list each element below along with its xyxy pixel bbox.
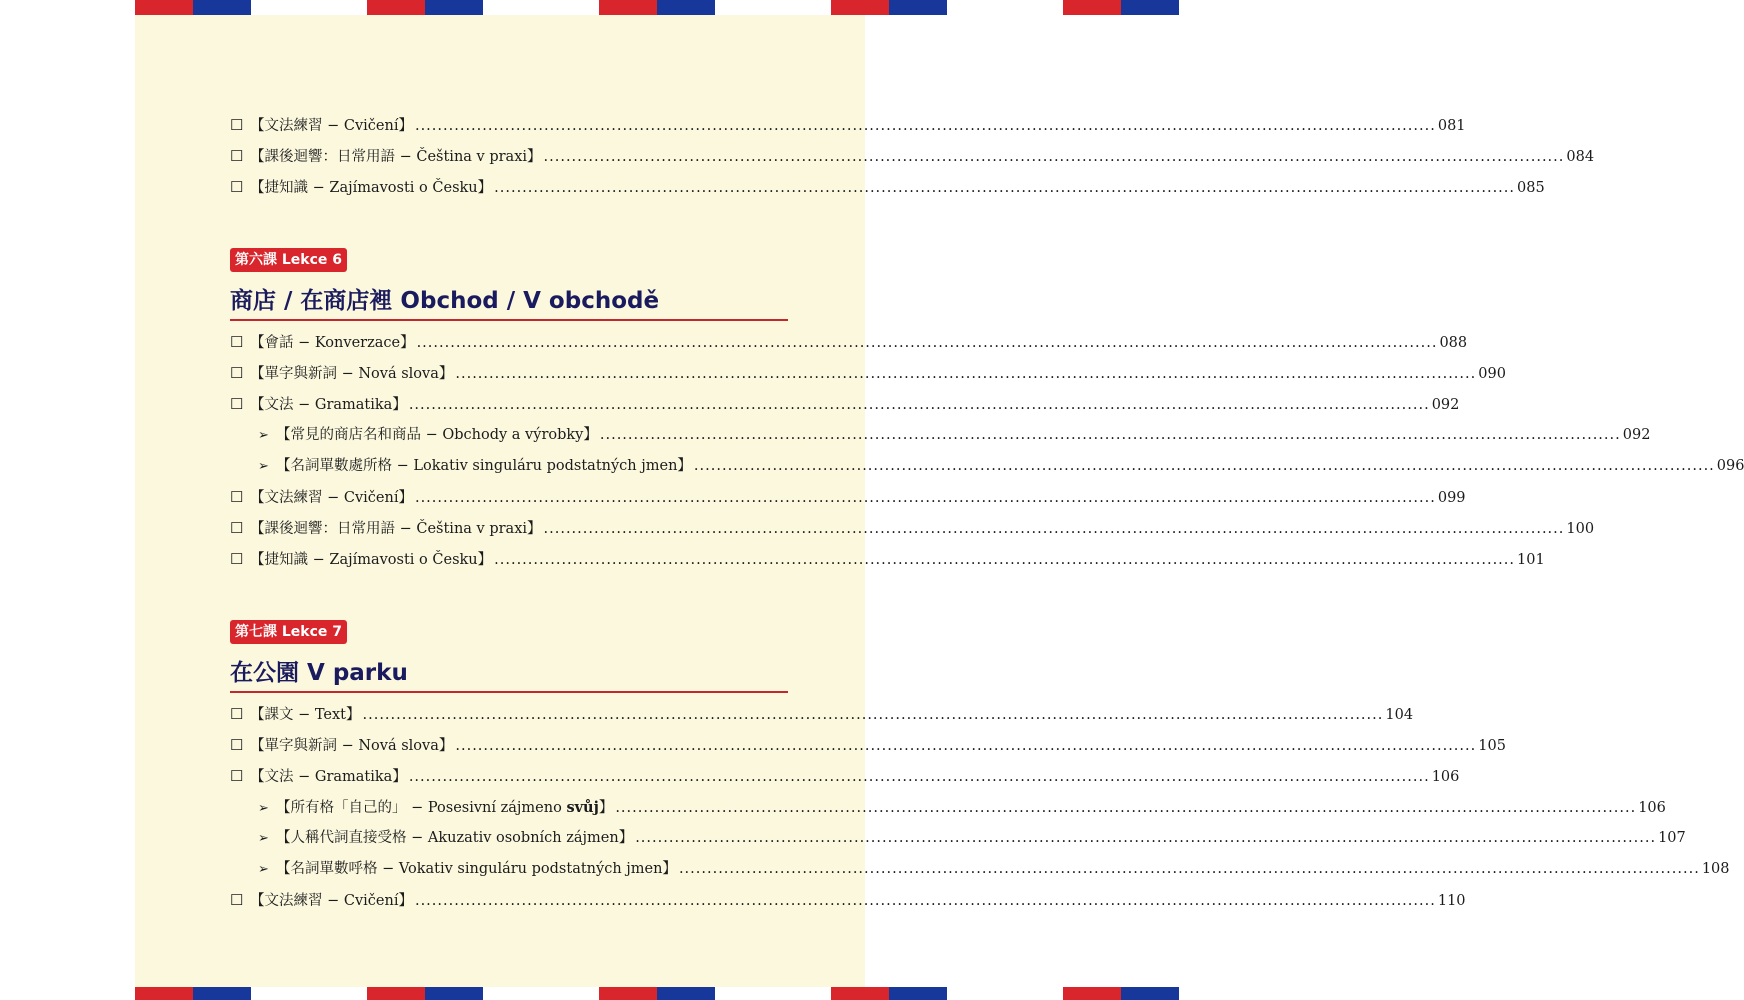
checkbox-icon: ☐ (230, 364, 244, 382)
stripe-segment (889, 0, 947, 15)
stripe-segment (889, 987, 947, 1000)
top-border-stripe (135, 0, 865, 15)
checkbox-icon: ☐ (230, 178, 244, 196)
entry-text-bold: svůj (566, 799, 599, 816)
toc-row[interactable] (230, 172, 1545, 203)
lesson-6-section (230, 248, 1744, 575)
toc-subrow[interactable] (230, 420, 1651, 451)
toc-row[interactable] (230, 761, 1460, 792)
stripe-segment (367, 0, 425, 15)
stripe-segment (657, 987, 715, 1000)
stripe-segment (715, 987, 773, 1000)
toc-subrow[interactable] (230, 854, 1730, 885)
stripe-segment (541, 0, 599, 15)
checkbox-icon: ☐ (230, 333, 244, 351)
checkbox-icon: ☐ (230, 488, 244, 506)
toc-row[interactable] (230, 482, 1466, 513)
stripe-segment (1121, 0, 1179, 15)
lesson-badge: 第七課 Lekce 7 (230, 620, 347, 644)
page-number: 107 (1658, 830, 1686, 846)
stripe-segment (715, 0, 773, 15)
page-number: 101 (1517, 552, 1545, 568)
arrow-bullet-icon: ➢ (258, 831, 269, 846)
page-number: 085 (1517, 180, 1545, 196)
toc-entry-text: 【文法 − Gramatika】 (250, 397, 407, 413)
toc-entry-text (276, 792, 613, 824)
stripe-segment (1063, 987, 1121, 1000)
checkbox-icon: ☐ (230, 147, 244, 165)
page-number: 099 (1437, 490, 1466, 506)
stripe-segment (193, 0, 251, 15)
dot-leader (455, 731, 1476, 762)
page-number: 108 (1701, 861, 1730, 877)
stripe-segment (309, 987, 367, 1000)
stripe-segment (657, 0, 715, 15)
toc-row[interactable] (230, 699, 1414, 730)
toc-entry-text: 【人稱代詞直接受格 − Akuzativ osobních zájmen】 (276, 830, 634, 846)
lesson-badge: 第六課 Lekce 6 (230, 248, 347, 272)
stripe-segment (251, 0, 309, 15)
page-number: 081 (1437, 118, 1466, 134)
page-number: 092 (1431, 397, 1460, 413)
toc-row[interactable] (230, 141, 1595, 172)
checkbox-icon: ☐ (230, 395, 244, 413)
dot-leader (455, 359, 1476, 390)
stripe-segment (251, 987, 309, 1000)
toc-entry-text: 【單字與新詞 − Nová slova】 (250, 738, 454, 754)
page-number: 110 (1437, 893, 1466, 909)
toc-row[interactable] (230, 358, 1506, 389)
lesson-title: 在公園 V parku (230, 654, 788, 693)
table-of-contents (230, 110, 1744, 916)
dot-leader (409, 762, 1430, 793)
entry-text-part: 【所有格「自己的」 − Posesivní zájmeno (276, 800, 567, 816)
toc-row[interactable] (230, 513, 1595, 544)
checkbox-icon: ☐ (230, 519, 244, 537)
toc-entry-text: 【名詞單數呼格 − Vokativ singuláru podstatných jmen】 (276, 861, 677, 877)
dot-leader (417, 328, 1438, 359)
dot-leader (415, 886, 1436, 917)
stripe-segment (309, 0, 367, 15)
toc-subrow[interactable] (230, 823, 1686, 854)
toc-continued-list (230, 110, 1595, 203)
dot-leader (679, 854, 1700, 885)
dot-leader (363, 700, 1384, 731)
toc-entry-text: 【文法練習 − Cvičení】 (250, 118, 413, 134)
stripe-segment (135, 0, 193, 15)
page-number: 096 (1716, 458, 1744, 474)
checkbox-icon: ☐ (230, 767, 244, 785)
toc-entry-text: 【單字與新詞 − Nová slova】 (250, 366, 454, 382)
page-number: 092 (1622, 427, 1651, 443)
toc-entry-text: 【文法 − Gramatika】 (250, 769, 407, 785)
arrow-bullet-icon: ➢ (258, 459, 269, 474)
checkbox-icon: ☐ (230, 550, 244, 568)
toc-entry-text: 【名詞單數處所格 − Lokativ singuláru podstatných jmen】 (276, 458, 692, 474)
stripe-segment (1121, 987, 1179, 1000)
dot-leader (409, 390, 1430, 421)
stripe-segment (773, 0, 831, 15)
stripe-segment (541, 987, 599, 1000)
toc-entry-text: 【課後迴響：日常用語 − Čeština v praxi】 (250, 521, 542, 537)
stripe-segment (599, 0, 657, 15)
stripe-segment (1005, 0, 1063, 15)
dot-leader (694, 451, 1715, 482)
stripe-segment (599, 987, 657, 1000)
toc-entry-text: 【捷知識 − Zajímavosti o Česku】 (250, 180, 493, 196)
lesson-6-list (230, 327, 1744, 575)
stripe-segment (1063, 0, 1121, 15)
lesson-7-list (230, 699, 1730, 916)
dot-leader (415, 483, 1436, 514)
stripe-segment (1005, 987, 1063, 1000)
page-number: 104 (1385, 707, 1414, 723)
toc-row[interactable] (230, 389, 1460, 420)
arrow-bullet-icon: ➢ (258, 801, 269, 816)
toc-row[interactable] (230, 327, 1468, 358)
stripe-segment (425, 987, 483, 1000)
arrow-bullet-icon: ➢ (258, 862, 269, 877)
entry-text-part: 】 (598, 800, 614, 816)
toc-entry-text: 【文法練習 − Cvičení】 (250, 490, 413, 506)
page-number: 090 (1478, 366, 1506, 382)
dot-leader (544, 514, 1565, 545)
toc-entry-text: 【捷知識 − Zajímavosti o Česku】 (250, 552, 493, 568)
dot-leader (494, 173, 1515, 204)
toc-entry-text: 【課後迴響：日常用語 − Čeština v praxi】 (250, 149, 542, 165)
checkbox-icon: ☐ (230, 891, 244, 909)
checkbox-icon: ☐ (230, 116, 244, 134)
dot-leader (494, 545, 1515, 576)
stripe-segment (483, 0, 541, 15)
toc-subrow[interactable] (230, 792, 1666, 823)
toc-subrow[interactable] (230, 451, 1744, 482)
toc-row[interactable] (230, 730, 1506, 761)
dot-leader (615, 793, 1636, 824)
stripe-segment (483, 987, 541, 1000)
toc-row[interactable] (230, 110, 1466, 141)
stripe-segment (831, 987, 889, 1000)
stripe-segment (135, 987, 193, 1000)
toc-entry-text: 【課文 − Text】 (250, 707, 361, 723)
dot-leader (635, 823, 1656, 854)
stripe-segment (425, 0, 483, 15)
arrow-bullet-icon: ➢ (258, 428, 269, 443)
toc-entry-text: 【常見的商店名和商品 − Obchody a výrobky】 (276, 427, 598, 443)
stripe-segment (947, 987, 1005, 1000)
checkbox-icon: ☐ (230, 705, 244, 723)
stripe-segment (367, 987, 425, 1000)
toc-row[interactable] (230, 885, 1466, 916)
stripe-segment (831, 0, 889, 15)
bottom-border-stripe (135, 987, 865, 1000)
dot-leader (600, 420, 1621, 451)
lesson-7-section (230, 620, 1730, 916)
page-number: 100 (1566, 521, 1595, 537)
stripe-segment (773, 987, 831, 1000)
stripe-segment (947, 0, 1005, 15)
page-number: 105 (1478, 738, 1506, 754)
page-number: 088 (1439, 335, 1468, 351)
dot-leader (544, 142, 1565, 173)
dot-leader (415, 111, 1436, 142)
toc-row[interactable] (230, 544, 1545, 575)
stripe-segment (193, 987, 251, 1000)
page-number: 084 (1566, 149, 1595, 165)
toc-entry-text: 【會話 − Konverzace】 (250, 335, 415, 351)
page-number: 106 (1638, 800, 1666, 816)
toc-entry-text: 【文法練習 − Cvičení】 (250, 893, 413, 909)
checkbox-icon: ☐ (230, 736, 244, 754)
lesson-title: 商店 / 在商店裡 Obchod / V obchodě (230, 282, 788, 321)
page-number: 106 (1431, 769, 1460, 785)
